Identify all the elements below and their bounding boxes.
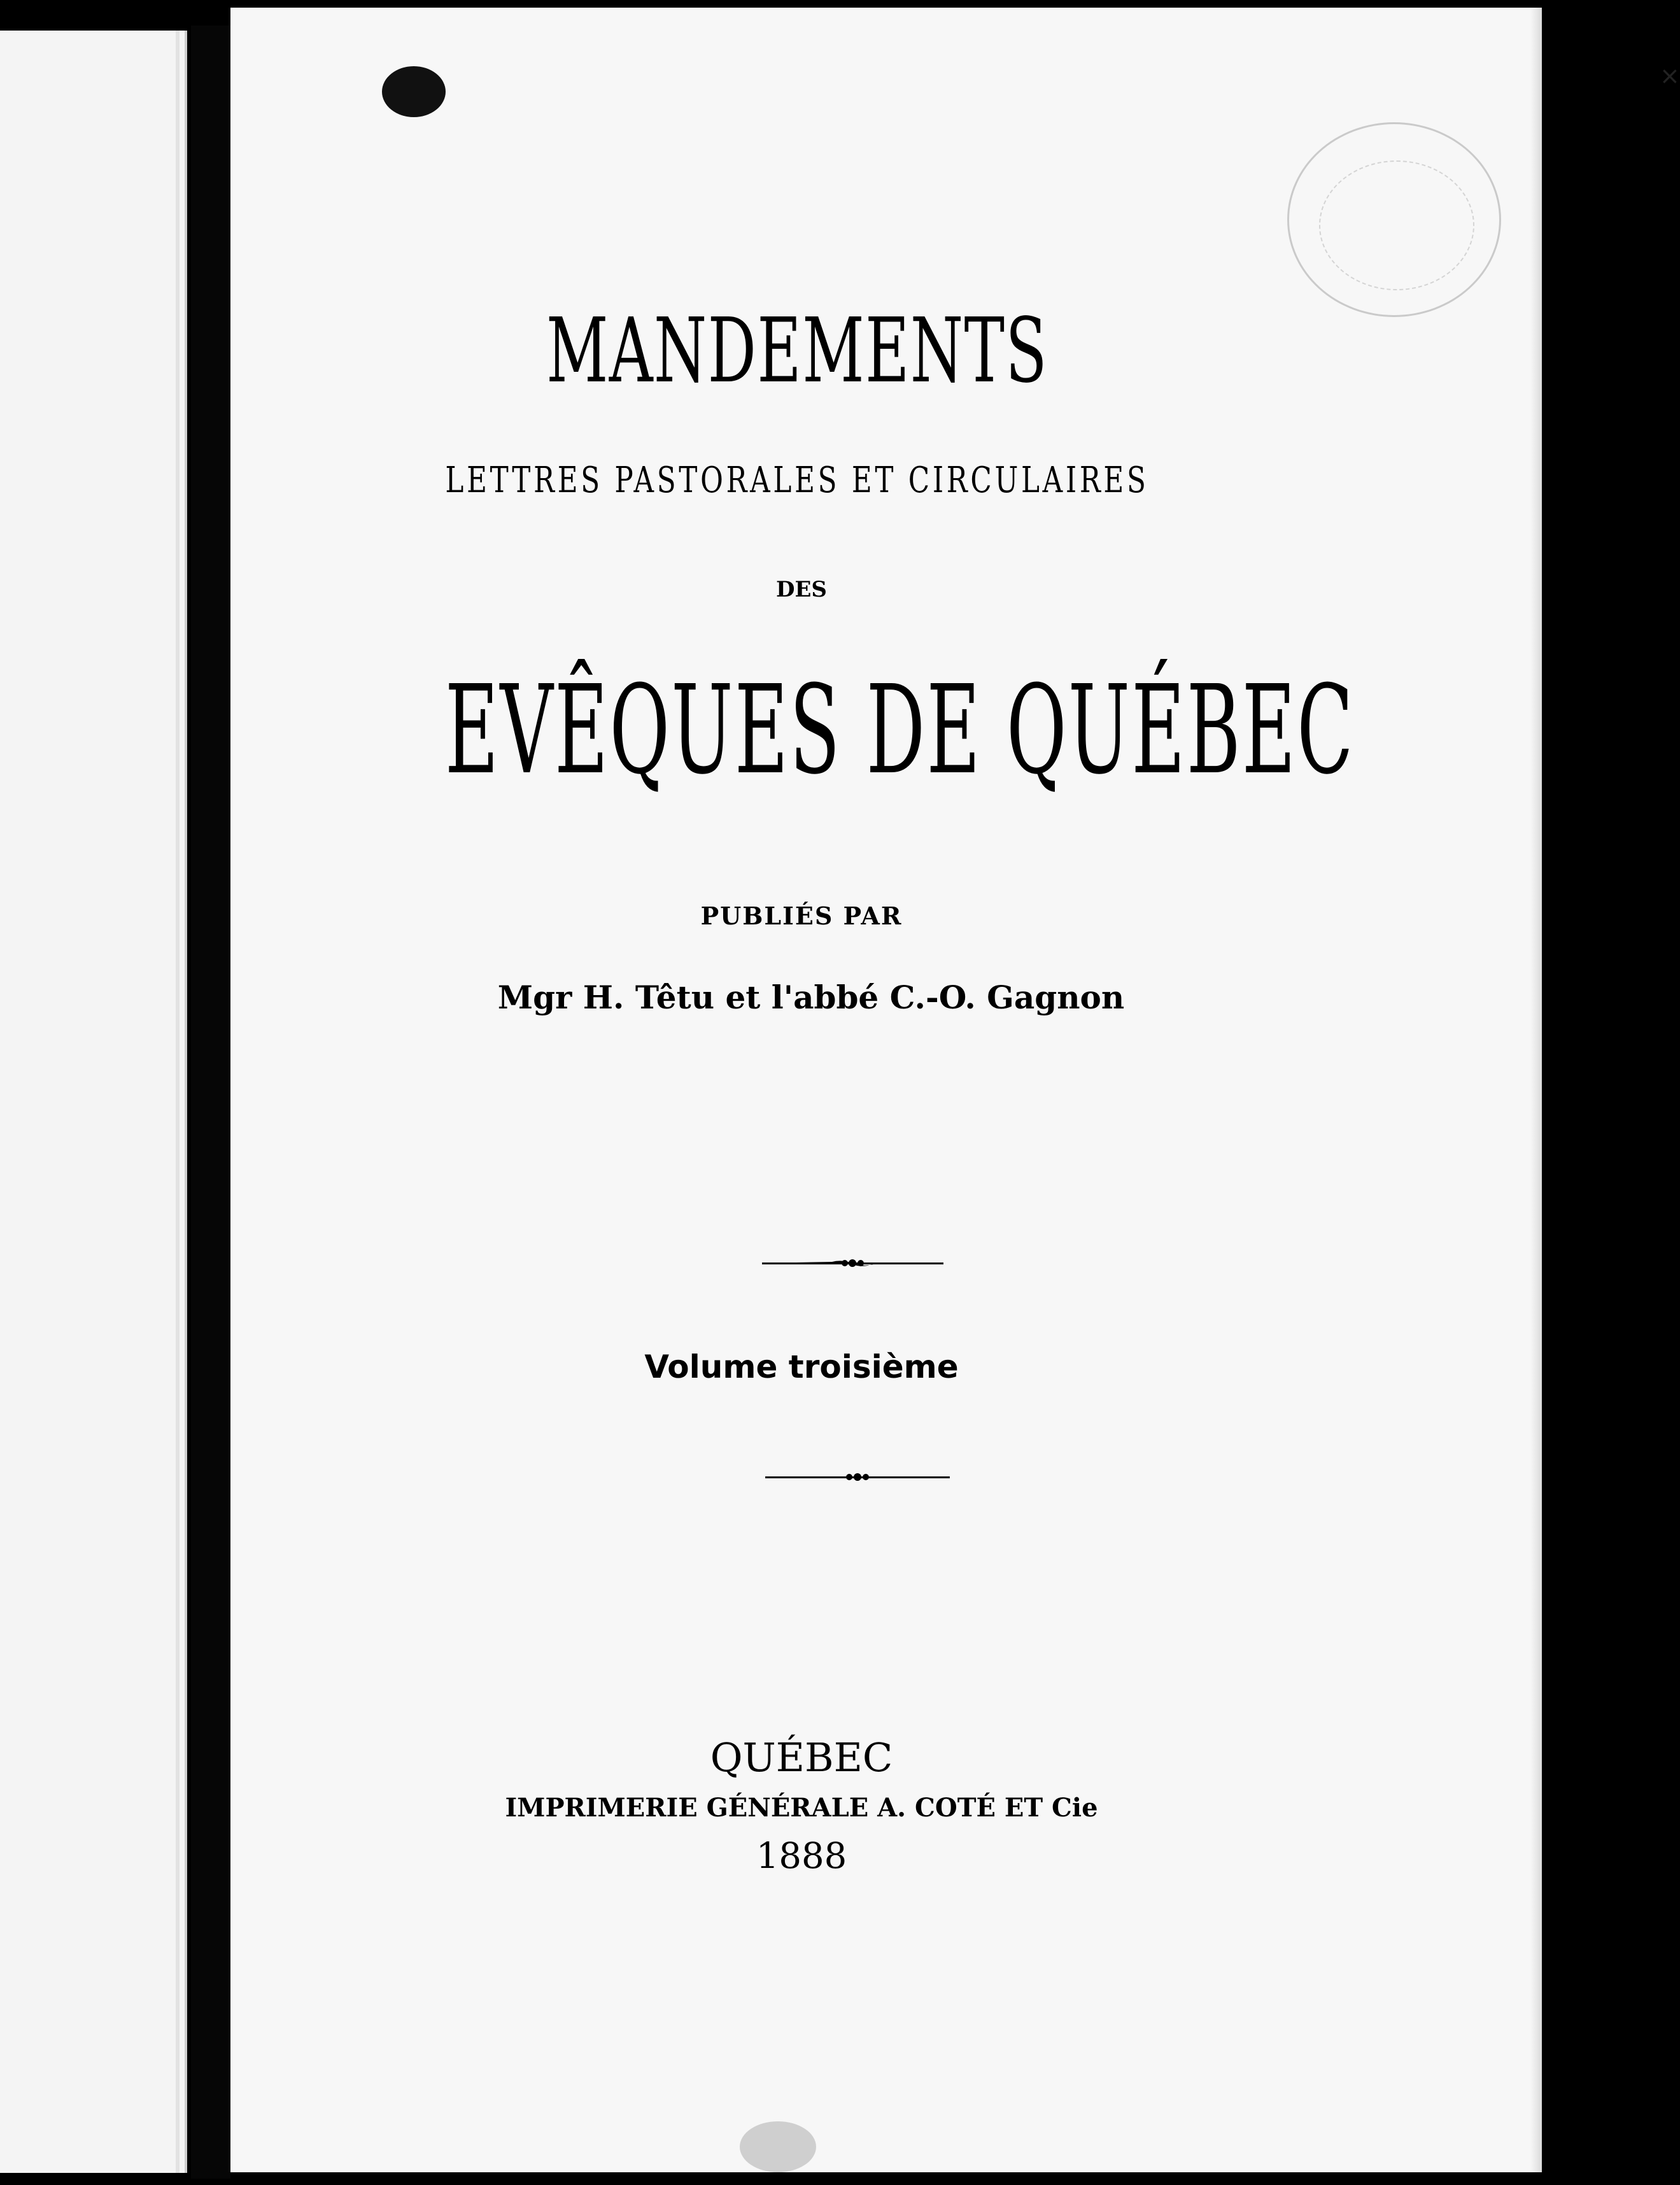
published-by-label: PUBLIÉS PAR bbox=[700, 902, 903, 930]
imprint-printer: IMPRIMERIE GÉNÉRALE A. COTÉ ET Cie bbox=[505, 1793, 1098, 1823]
volume-label: Volume troisième bbox=[644, 1348, 959, 1385]
page-right-edge bbox=[1530, 8, 1542, 2172]
authors-line: Mgr H. Têtu et l'abbé C.-O. Gagnon bbox=[497, 979, 1125, 1016]
ornamental-rule-bottom bbox=[765, 1471, 950, 1483]
main-title-eveques: EVÊQUES DE QUÉBEC bbox=[445, 660, 1355, 802]
subtitle-lettres: LETTRES PASTORALES ET CIRCULAIRES bbox=[445, 460, 1149, 501]
imprint-place: QUÉBEC bbox=[710, 1734, 893, 1781]
title-mandements: MANDEMENTS bbox=[546, 299, 1048, 403]
title-page bbox=[230, 8, 1680, 2172]
connector-des: DES bbox=[776, 577, 827, 602]
corner-mark: × bbox=[1660, 62, 1680, 90]
imprint-year: 1888 bbox=[756, 1835, 847, 1877]
library-stamp-inner bbox=[1319, 160, 1474, 290]
ink-blot-bottom bbox=[740, 2121, 816, 2172]
ink-blot-top bbox=[382, 66, 446, 117]
ornamental-rule-top bbox=[762, 1257, 943, 1269]
